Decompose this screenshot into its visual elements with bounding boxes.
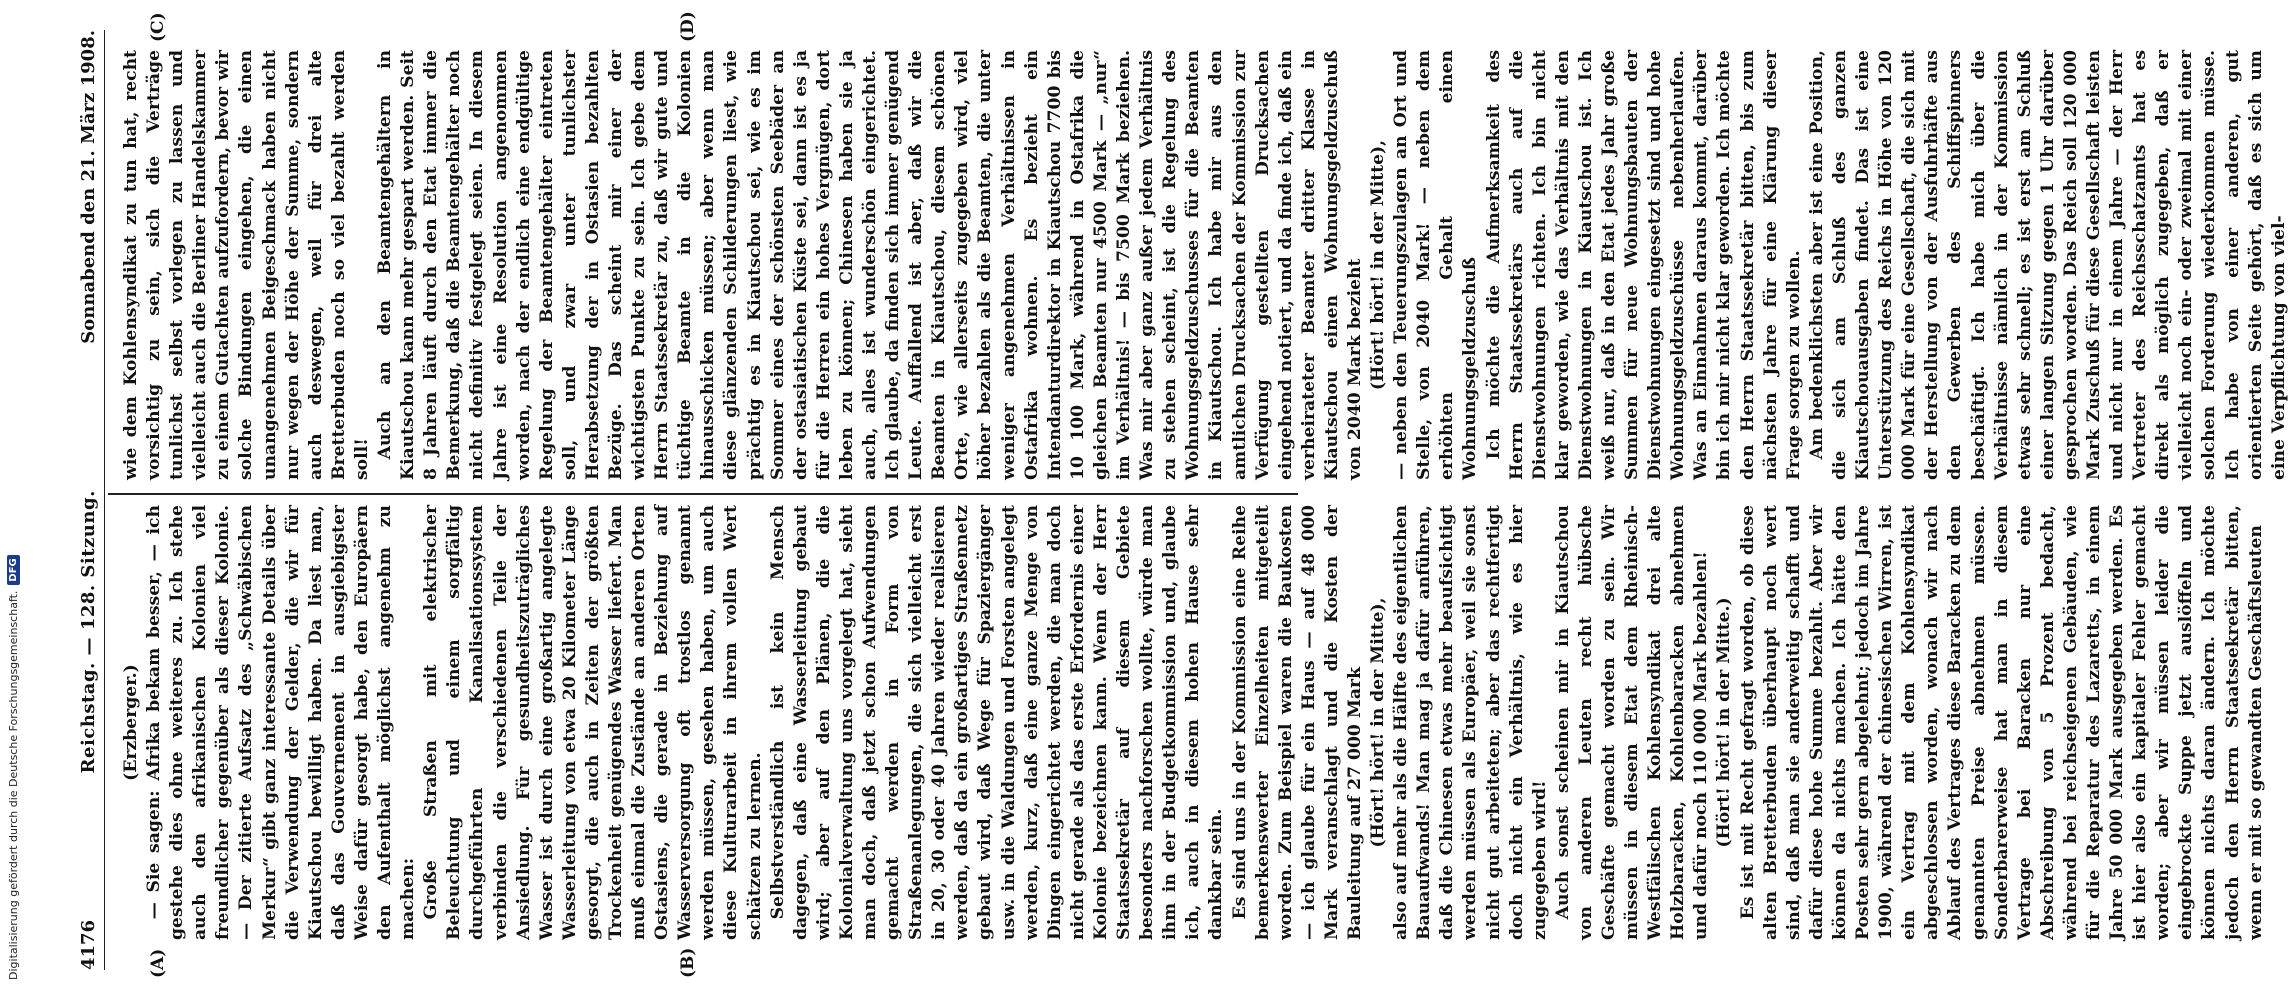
page-header (78, 30, 105, 970)
speaker-name: (Erzberger.) (121, 664, 141, 781)
margin-letter-b: (B) (678, 947, 698, 978)
margin-letter-a: (A) (148, 948, 168, 978)
paragraph: — neben den Teuerungszulagen an Ort und Stelle, von 2040 Mark! — neben dem erhöhten Gehalt einen Wohnungsgeldzuschuß (1391, 50, 1481, 480)
interjection: (Hört! hört! in der Mitte.) (1714, 597, 1735, 848)
column-divider (108, 493, 1298, 495)
left-column (120, 505, 2266, 940)
margin-letter-d: (D) (678, 11, 698, 42)
paragraph: — Sie sagen: Afrika bekam besser, — ich gestehe dies ohne weiteres zu. Ich stehe auch den afrikanischen Kolonien viel freundlicher gegenüber als dieser Kolonie. — Der zitierte Aufsatz des „Schwäbischen Merkur“ gibt ganz interessante Details über die Verwendung der Gelder, die wir für Kiautschou bewilligt haben. Da liest man, daß das Gouvernement in ausgiebigster Weise dafür gesorgt habe, den Europäern den Aufenthalt möglichst angenehm zu machen: (144, 505, 419, 940)
paragraph: Am bedenklichsten aber ist eine Position, die sich am Schluß des ganzen Kiautschouausgaben findet. Das ist eine Unterstützung des Reichs in Höhe von 120 000 Mark für eine Gesellschaft, die sich mit der Herstellung von der Ausfuhrhäfte aus den Gewerben des Schiffspinners beschäftigt. Ich habe mich über die Verhältnisse nämlich in der Kommission etwas sehr schnell; es ist erst am Schluß einer langen Sitzung gegen 1 Uhr darüber gesprochen worden. Das Reich soll 120 000 Mark Zuschuß für diese Gesellschaft leisten und nicht nur in einem Jahre — der Herr Vertreter des Reichsschatzamts hat es direkt als möglich zugegeben, daß er vielleicht noch ein- oder zweimal mit einer solchen Forderung wiederkommen müsse. Ich habe von einer anderen, gut orientierten Seite gehört, daß es sich um eine Verpflichtung von viel- (1806, 50, 2289, 480)
paragraph: wie dem Kohlensyndikat zu tun hat, recht vorsichtig zu sein, sich die Verträge tunlichst selbst vorlegen zu lassen und vielleicht auch die Berliner Handelskammer zu einem Gutachten aufzufordern, bevor wir solche Bindungen eingehen, die einen unangenehmen Beigeschmack haben nicht nur wegen der Höhe der Summe, sondern auch deswegen, weil für drei alte Bretterbuden noch so viel bezahlt werden soll! (121, 50, 372, 480)
paragraph: Selbstverständlich ist kein Mensch dagegen, daß eine Wasserleitung gebaut wird; aber auf den Plänen, die die Kolonialverwaltung uns vorgelegt hat, sieht man doch, daß jetzt schon Aufwendungen gemacht werden in Form von Straßenanlegungen, die sich vielleicht erst in 20, 30 oder 40 Jahren wieder realisieren werden, daß da ein großartiges Straßennetz gebaut wird, daß Wege für Spaziergänger usw. in die Waldungen und Forsten angelegt werden, kurz, daß eine ganze Menge von Dingen eingerichtet werden, die man doch nicht gerade als das erste Erfordernis einer Kolonie bezeichnen kann. Wenn der Herr Staatssekretär auf diesem Gebiete besonders nachforschen wollte, würde man ihm in der Budgetkommission und, glaube ich, auch in diesem hohen Hause sehr dankbar sein. (767, 505, 1227, 940)
page-number: 4176 (78, 919, 99, 970)
session-title: Reichstag. — 128. Sitzung. (78, 490, 99, 774)
quoted-paragraph: Große Straßen mit elektrischer Beleuchtung und einem sorgfältig durchgeführten Kanalisationssystem verbinden die verschiedenen Teile der Ansiedlung. Für gesundheitszuträgliches Wasser ist durch eine großartig angelegte Wasserleitung von etwa 20 Kilometer Länge gesorgt, die auch in Zeiten der größten Trockenheit genügendes Wasser liefert. Man muß einmal die Zustände an anderen Orten Ostasiens, die gerade in Beziehung auf Wasserversorgung oft trostlos genannt werden müssen, gesehen haben, um auch diese Kulturarbeit in ihrem vollen Wert schätzen zu lernen. (421, 505, 765, 940)
interjection: (Hört! hört! in der Mitte), (1368, 597, 1389, 848)
dfg-logo: DFG (7, 555, 20, 584)
paragraph: Auch an den Beamtengehältern in Kiautschou kann mehr gespart werden. Seit 8 Jahren läuft durch den Etat immer die Bemerkung, daß die Beamtengehälter noch nicht definitiv festgelegt seien. In diesem Jahre ist eine Resolution angenommen worden, nach der endlich eine endgültige Regelung der Beamtengehälter eintreten soll, und zwar unter tunlichster Herabsetzung der in Ostasien bezahlten Bezüge. Das scheint mir einer der wichtigsten Punkte zu sein. Ich gebe dem Herrn Staatssekretär zu, daß wir gute und tüchtige Beamte in die Kolonien hinausschicken müssen; aber wenn man diese glänzenden Schilderungen liest, wie prächtig es in Kiautschou sei, wie es im Sommer eines der schönsten Seebäder an der ostasiatischen Küste sei, dann ist es ja für die Herren ein hohes Vergnügen, dort leben zu können; Chinesen haben sie ja auch, alles ist wunderschön eingerichtet. Ich glaube, da finden sich immer genügend Leute. Auffallend ist aber, daß wir die Beamten in Kiautschou, diesem schönen Orte, wie allerseits zugegeben wird, viel höher bezahlen als die Beamten, die unter weniger angenehmen Verhältnissen in Ostafrika wohnen. Es bezieht ein Intendanturdirektor in Kiautschou 7700 bis 10 100 Mark, während in Ostafrika die gleichen Beamten nur 4500 Mark — „nur“ im Verhältnis! — bis 7500 Mark beziehen. Was mir aber ganz außer jedem Verhältnis zu stehen scheint, ist die Regelung des Wohnungsgeldzuschusses für die Beamten in Kiautschou. Ich habe mir aus den amtlichen Drucksachen der Kommission zur Verfügung gestellten Drucksachen eingehend notiert, und da finde ich, daß ein verheirateter Beamter dritter Klasse in Kiautschou einen Wohnungsgeldzuschuß von 2040 Mark bezieht (375, 50, 1365, 480)
digitization-credit (4, 0, 22, 1000)
credit-text: Digitalisierung gefördert durch die Deutsche Forschungsgemeinschaft. (6, 590, 20, 980)
interjection: (Hört! hört! in der Mitte), (1368, 139, 1389, 391)
paragraph: Es sind uns in der Kommission eine Reihe bemerkenswerter Einzelheiten mitgeteilt worden. Zum Beispiel waren die Baukosten — ich glaube für ein Haus — auf 48 000 Mark veranschlagt und die Kosten der Bauleitung auf 27 000 Mark (1229, 505, 1365, 940)
paragraph: also auf mehr als die Hälfte des eigentlichen Bauaufwands! Man mag ja dafür anführen, daß die Chinesen etwas mehr beaufsichtigt werden müssen als Europäer, weil sie sonst nicht gut arbeiteten; aber das rechtfertigt doch nicht ein Verhältnis, wie es hier zugegeben wird! (1391, 505, 1550, 940)
right-column (120, 50, 2289, 480)
paragraph: Es ist mit Recht gefragt worden, ob diese alten Bretterbuden überhaupt noch wert sind, daß man sie anderweitig schafft und dafür diese hohe Summe bezahlt. Aber wir können da nichts machen. Ich hätte den Posten sehr gern abgelehnt; jedoch im Jahre 1900, während der chinesischen Wirren, ist ein Vertrag mit dem Kohlensyndikat abgeschlossen worden, wonach wir nach Ablauf des Vertrages diese Baracken zu dem genannten Preise abnehmen müssen. Sonderbarerweise hat man in diesem Vertrage bei Baracken nur eine Abschreibung von 5 Prozent bedacht, während bei reichseigenen Gebäuden, wie für die Reparatur des Lazaretts, in einem Jahre 50 000 Mark ausgegeben werden. Es ist hier also ein kapitaler Fehler gemacht worden; aber wir müssen leider die eingebrockte Suppe jetzt auslöffeln und können nichts daran ändern. Ich möchte jedoch den Herrn Staatssekretär bitten, wenn er mit so gewandten Geschäftsleuten (1737, 505, 2266, 940)
session-date: Sonnabend den 21. März 1908. (78, 30, 99, 344)
paragraph: Ich möchte die Aufmerksamkeit des Herrn Staatssekretärs auch auf die Dienstwohnungen richten. Ich bin nicht klar geworden, wie das Verhältnis mit den Dienstwohnungen in Kiautschou ist. Ich weiß nur, daß in den Etat jedes Jahr große Summen für neue Wohnungsbauten der Dienstwohnungen eingesetzt sind und hohe Wohnungsgeldzuschüsse nebenherlaufen. Was an Einnahmen daraus kommt, darüber bin ich mir nicht klar geworden. Ich möchte den Herrn Staatssekretär bitten, bis zum nächsten Jahre für eine Klärung dieser Frage sorgen zu wollen. (1483, 50, 1804, 480)
scanned-page (38, 0, 2289, 1000)
paragraph: Auch sonst scheinen mir in Kiautschou von anderen Leuten recht hübsche Geschäfte gemacht worden zu sein. Wir müssen in diesem Etat dem Rheinisch-Westfälischen Kohlensyndikat drei alte Holzbaracken, Kohlenbaracken abnehmen und dafür noch 110 000 Mark bezahlen! (1552, 505, 1712, 940)
margin-letter-c: (C) (148, 12, 168, 42)
